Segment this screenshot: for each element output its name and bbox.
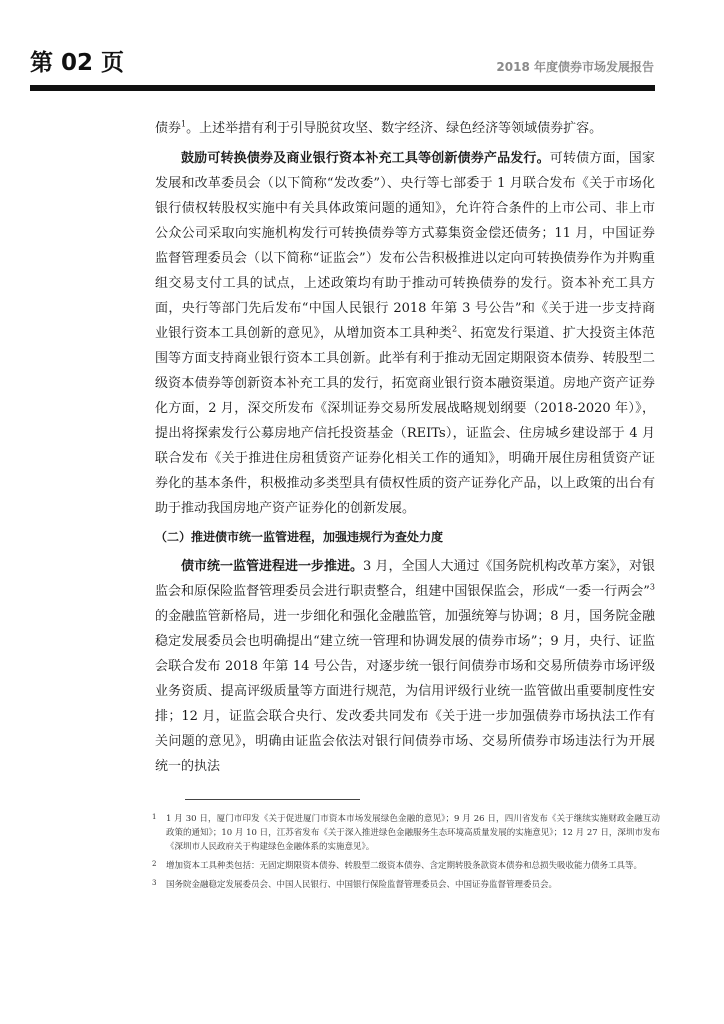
page-header [0,0,724,100]
paragraph-text-continued: 、拓宽发行渠道、扩大投资主体范围等方面支持商业银行资本工具创新。此举有利于推动无固定期限资本债券、转股型二级资本债券等创新资本补充工具的发行，拓宽商业银行资本融资渠道。房地产资产证券化方面，2 月，深交所发布《深圳证券交易所发展战略规划纲要（2018-2020 年）》，提出将探索发行公募房地产信托投资基金（REITs），证监会、住房城乡建设部于 4 月联合发布《关于推进住房租赁资产证券化相关工作的通知》，明确开展住房租赁资产证券化的基本条件，积极推动多类型具有债权性质的资产证券化产品，以上政策的出台有助于推动我国房地产资产证券化的创新发展。 [155,326,655,516]
footnote-3 [152,878,660,892]
paragraph-convertible-bonds [155,146,655,521]
footnotes [152,812,660,897]
section-heading: （二）推进债市统一监管进程，加强违规行为查处力度 [155,530,444,544]
paragraph-0-text: 债券 [155,121,182,136]
footnote-text: 国务院金融稳定发展委员会、中国人民银行、中国银行保险监督管理委员会、中国证券监督管理委员会。 [166,880,558,890]
paragraph-lead-heading: 鼓励可转换债券及商业银行资本补充工具等创新债券产品发行。 [181,151,550,166]
footnote-number: 3 [152,879,157,887]
paragraph-unified-regulation [155,554,655,779]
footnote-ref-2[interactable]: 2 [451,324,458,334]
main-content [155,116,655,784]
footnote-1 [152,812,660,854]
footnote-divider [185,799,360,800]
footnote-ref-3[interactable]: 3 [649,582,655,592]
footnote-text: 1 月 30 日，厦门市印发《关于促进厦门市资本市场发展绿色金融的意见》；9 月 26 日，四川省发布《关于继续实施财政金融互动政策的通知》；10 月 10 日，江苏省发布《关于深入推进绿色金融服务生态环境高质量发展的实施意见》；12 月 27 日，深圳市发布《深圳市人民政府关于构建绿色金融体系的实施意见》。 [166,814,660,852]
report-title: 2018 年度债券市场发展报告 [496,60,654,74]
footnote-number: 2 [152,860,157,868]
paragraph-lead-heading: 债市统一监管进程进一步推进。 [181,559,364,574]
paragraph-0-text-continued: 。上述举措有利于引导脱贫攻坚、数字经济、绿色经济等领域债券扩容。 [186,121,603,136]
footnote-ref-1[interactable]: 1 [181,119,187,129]
footnote-text: 增加资本工具种类包括：无固定期限资本债券、转股型二级资本债券、含定期转股条款资本债券和总损失吸收能力债务工具等。 [166,861,643,871]
page-number-label: 第 02 页 [30,50,125,76]
paragraph-text: 3 月，全国人大通过《国务院机构改革方案》，对银监会和原保险监督管理委员会进行职责整合，组建中国银保监会，形成“一委一行两会” [155,559,655,599]
footnote-2 [152,859,660,873]
header-rule [30,85,655,91]
paragraph-text-continued: 的金融监管新格局，进一步细化和强化金融监管，加强统筹与协调；8 月，国务院金融稳定发展委员会也明确提出“建立统一管理和协调发展的债券市场”；9 月，央行、证监会联合发布 2018 年第 14 号公告，对逐步统一银行间债券市场和交易所债券市场评级业务资质、提高评级质量等方面进行规范，为信用评级行业统一监管做出重要制度性安排；12 月，证监会联合央行、发改委共同发布《关于进一步加强债券市场执法工作有关问题的意见》，明确由证监会依法对银行间债券市场、交易所债券市场违法行为开展统一的执法 [155,609,655,774]
paragraph-0 [155,116,655,141]
footnote-number: 1 [152,813,157,821]
paragraph-text: 可转债方面，国家发展和改革委员会（以下简称“发改委”）、央行等七部委于 1 月联合发布《关于市场化银行债权转股权实施中有关具体政策问题的通知》，允许符合条件的上市公司、非上市公众公司采取向实施机构发行可转换债券等方式募集资金偿还债务；11 月，中国证券监督管理委员会（以下简称“证监会”）发布公告积极推进以定向可转换债券作为并购重组交易支付工具的试点，上述政策均有助于推动可转换债券的发行。资本补充工具方面，央行等部门先后发布“中国人民银行 2018 年第 3 号公告”和《关于进一步支持商业银行资本工具创新的意见》，从增加资本工具种类 [155,151,655,341]
